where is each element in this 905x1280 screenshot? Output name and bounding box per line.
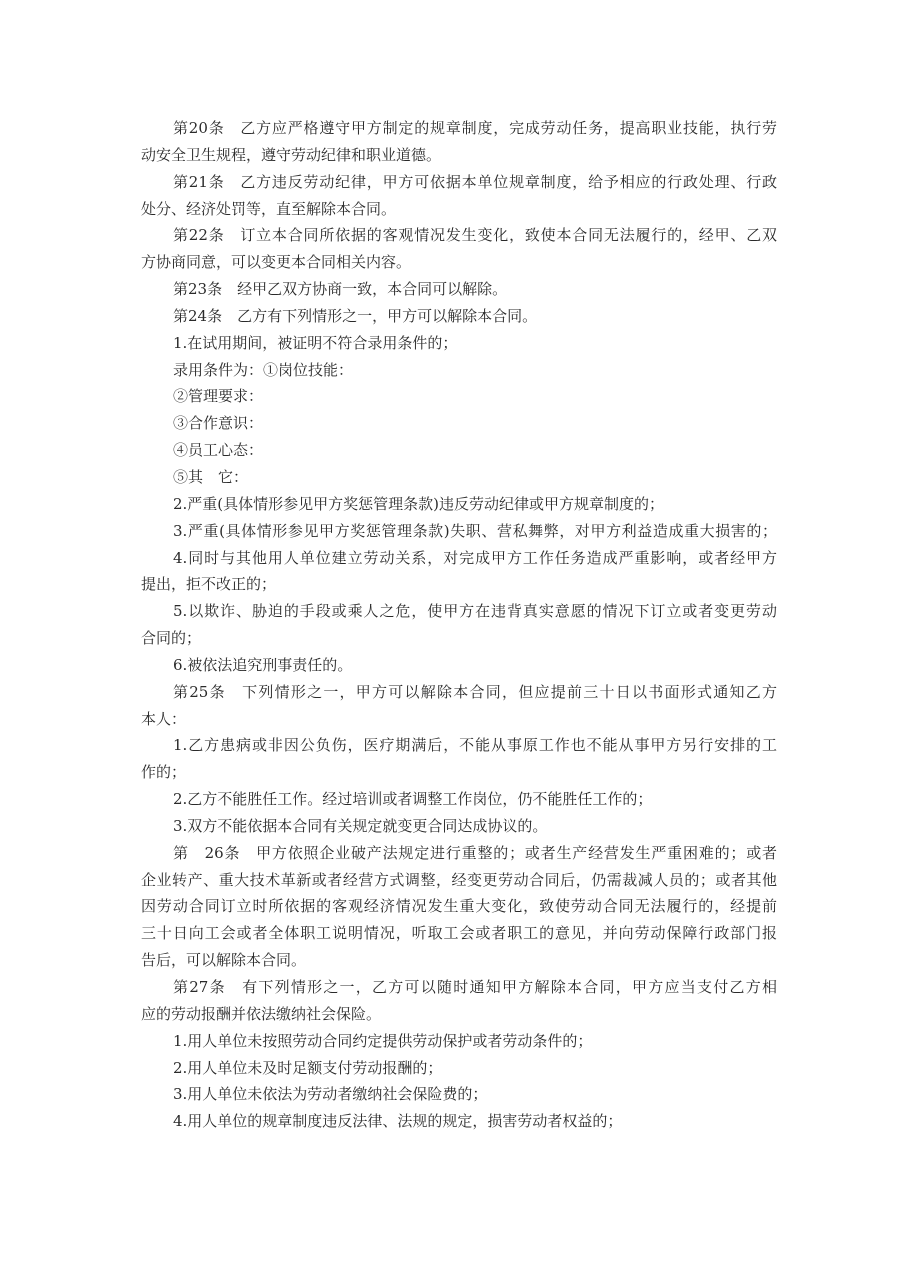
text-line: 3.用人单位未依法为劳动者缴纳社会保险费的； bbox=[173, 1085, 488, 1104]
text-line: 2.乙方不能胜任工作。经过培训或者调整工作岗位，仍不能胜任工作的； bbox=[173, 790, 653, 809]
text-line: 动安全卫生规程，遵守劳动纪律和职业道德。 bbox=[141, 145, 442, 164]
text-line: 1.乙方患病或非因公负伤，医疗期满后，不能从事原工作也不能从事甲方另行安排的工 bbox=[173, 736, 777, 755]
text-line: 本人： bbox=[141, 709, 187, 728]
text-line: 3.严重(具体情形参见甲方奖惩管理条款)失职、营私舞弊，对甲方利益造成重大损害的； bbox=[173, 521, 777, 540]
text-line: ④员工心态： bbox=[173, 441, 264, 460]
text-line: 提出，拒不改正的； bbox=[141, 575, 277, 594]
text-line: 第20条 乙方应严格遵守甲方制定的规章制度，完成劳动任务，提高职业技能，执行劳 bbox=[173, 119, 777, 137]
text-line: 第25条 下列情形之一，甲方可以解除本合同，但应提前三十日以书面形式通知乙方 bbox=[173, 682, 777, 701]
text-line: 第 26条 甲方依照企业破产法规定进行重整的；或者生产经营发生严重困难的；或者 bbox=[173, 843, 777, 862]
text-line: 三十日向工会或者全体职工说明情况，听取工会或者职工的意见，并向劳动保障行政部门报 bbox=[141, 924, 777, 943]
text-line: 2.用人单位未及时足额支付劳动报酬的； bbox=[173, 1058, 443, 1077]
contract-text-body bbox=[141, 115, 777, 1135]
text-line: 1.用人单位未按照劳动合同约定提供劳动保护或者劳动条件的； bbox=[173, 1031, 593, 1050]
text-line: ③合作意识： bbox=[173, 414, 264, 433]
text-line: 录用条件为：①岗位技能： bbox=[173, 360, 354, 379]
text-line: 1.在试用期间，被证明不符合录用条件的； bbox=[173, 333, 458, 352]
text-line: 告后，可以解除本合同。 bbox=[141, 951, 307, 970]
text-line: 应的劳动报酬并依法缴纳社会保险。 bbox=[141, 1004, 382, 1023]
text-line: ⑤其 它： bbox=[173, 467, 249, 486]
text-line: 4.用人单位的规章制度违反法律、法规的规定，损害劳动者权益的； bbox=[173, 1112, 623, 1131]
text-line: 6.被依法追究刑事责任的。 bbox=[173, 655, 353, 674]
text-line: 5.以欺诈、胁迫的手段或乘人之危，使甲方在违背真实意愿的情况下订立或者变更劳动 bbox=[173, 602, 777, 621]
text-line: 2.严重(具体情形参见甲方奖惩管理条款)违反劳动纪律或甲方规章制度的； bbox=[173, 494, 665, 513]
text-line: 作的； bbox=[141, 763, 187, 782]
text-line: 合同的； bbox=[141, 629, 202, 648]
text-line: 第24条 乙方有下列情形之一，甲方可以解除本合同。 bbox=[173, 306, 538, 325]
text-line: 第22条 订立本合同所依据的客观情况发生变化，致使本合同无法履行的，经甲、乙双 bbox=[173, 226, 777, 245]
text-line: 因劳动合同订立时所依据的客观经济情况发生重大变化，致使劳动合同无法履行的，经提前 bbox=[141, 897, 777, 916]
text-line: 3.双方不能依据本合同有关规定就变更合同达成协议的。 bbox=[173, 816, 548, 835]
text-line: 企业转产、重大技术革新或者经营方式调整，经变更劳动合同后，仍需裁减人员的；或者其他 bbox=[141, 870, 777, 889]
text-line: ②管理要求： bbox=[173, 387, 264, 406]
text-line: 4.同时与其他用人单位建立劳动关系，对完成甲方工作任务造成严重影响，或者经甲方 bbox=[173, 548, 777, 567]
text-line: 第21条 乙方违反劳动纪律，甲方可依据本单位规章制度，给予相应的行政处理、行政 bbox=[173, 172, 777, 191]
text-line: 方协商同意，可以变更本合同相关内容。 bbox=[141, 253, 412, 272]
text-line: 第27条 有下列情形之一，乙方可以随时通知甲方解除本合同，甲方应当支付乙方相 bbox=[173, 978, 777, 996]
text-line: 处分、经济处罚等，直至解除本合同。 bbox=[141, 199, 397, 218]
text-line: 第23条 经甲乙双方协商一致，本合同可以解除。 bbox=[173, 280, 508, 299]
